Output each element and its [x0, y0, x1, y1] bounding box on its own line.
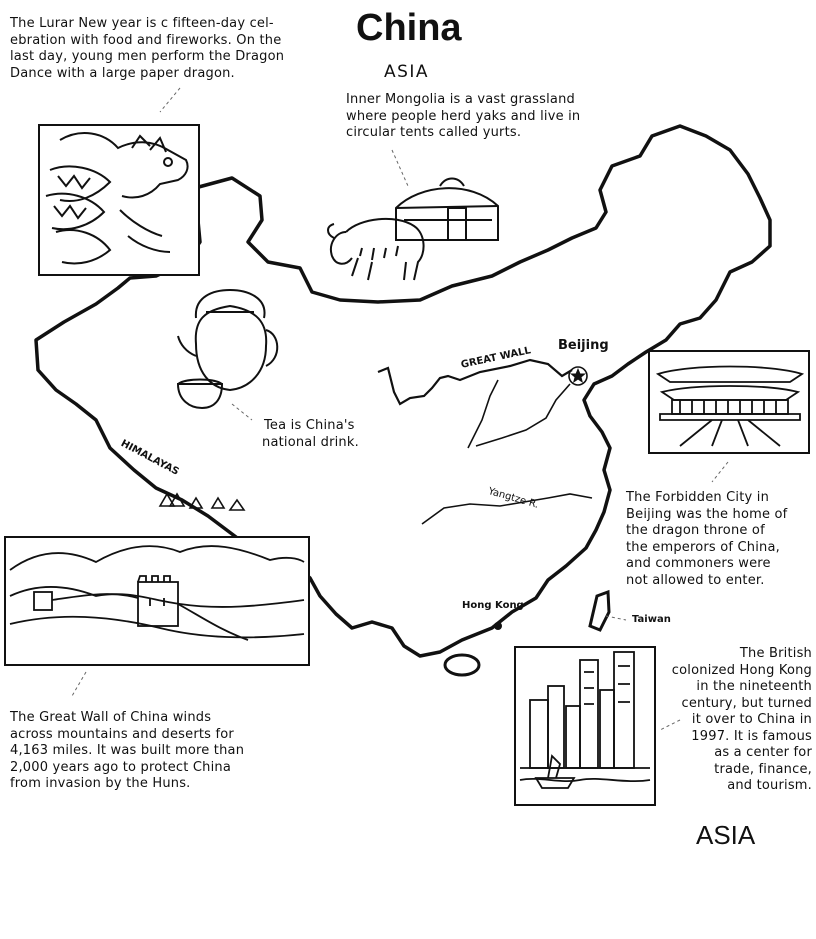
yellow-river [468, 380, 570, 448]
region-label-top: ASIA [384, 62, 430, 82]
region-label-bottom: ASIA [696, 820, 756, 850]
beijing-star-icon [569, 367, 587, 385]
map-label-yangtze: Yangtze R. [486, 486, 540, 511]
caption-mongolia: Inner Mongolia is a vast grassland where people herd yaks and live in circular tents called yurts. [346, 92, 581, 140]
map-label-great-wall: GREAT WALL [460, 345, 532, 371]
caption-hong-kong: The British colonized Hong Kong in the nineteenth century, but turned it over to China in 1997. It is famous as a center for trade, finance, and tourism. [671, 646, 812, 793]
dragon-box [38, 124, 200, 276]
teapot-illustration [178, 290, 277, 408]
caption-great-wall: The Great Wall of China winds across mountains and deserts for 4,163 miles. It was built more than 2,000 years ago to protect China from invasion by the Huns. [10, 710, 245, 791]
map-label-hong-kong: Hong Kong [462, 600, 524, 611]
caption-forbidden-city: The Forbidden City in Beijing was the home of the dragon throne of the emperors of China, and commoners were not allowed to enter. [626, 490, 788, 588]
map-label-taiwan: Taiwan [632, 614, 671, 625]
great-wall-box [4, 536, 310, 666]
caption-tea: Tea is China's national drink. [262, 418, 359, 450]
yurt-illustration [396, 179, 498, 241]
hainan-island [445, 655, 479, 675]
yak-illustration [328, 219, 424, 280]
map-label-beijing: Beijing [558, 338, 609, 353]
taiwan-island [590, 592, 609, 630]
map-label-himalayas: HIMALAYAS [118, 438, 181, 478]
page-title: China [356, 7, 462, 49]
forbidden-city-box [648, 350, 810, 454]
hong-kong-box [514, 646, 656, 806]
hong-kong-dot [494, 622, 502, 630]
caption-new-year: The Lurar New year is c fifteen-day cel- ebration with food and fireworks. On the last day, young men perform the Dragon Dance with a large paper dragon. [10, 16, 285, 81]
